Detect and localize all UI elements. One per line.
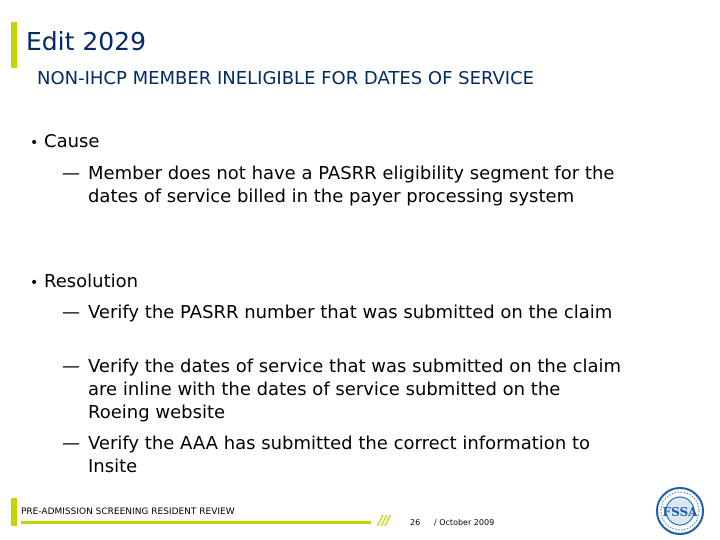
- bullet-cause: [30, 130, 99, 155]
- slide-title: Edit 2029: [26, 27, 146, 56]
- page-number: 26: [410, 518, 421, 527]
- bullet-dot-icon: •: [30, 275, 39, 291]
- resolution-item-3-text: Verify the AAA has submitted the correct information to Insite: [88, 433, 591, 477]
- footer-date: / October 2009: [434, 518, 495, 527]
- resolution-item-1: [62, 301, 622, 324]
- bullet-cause-label: Cause: [44, 131, 100, 152]
- fssa-seal-logo-icon: [655, 486, 705, 536]
- bullet-resolution-label: Resolution: [44, 271, 139, 292]
- footer-slashes: ///: [378, 514, 390, 529]
- footer-program-name: PRE-ADMISSION SCREENING RESIDENT REVIEW: [21, 507, 235, 517]
- resolution-item-1-text: Verify the PASRR number that was submitted on the claim: [88, 302, 613, 323]
- resolution-item-2: [62, 355, 622, 424]
- dash-icon: —: [62, 163, 80, 184]
- slide-subtitle: NON-IHCP MEMBER INELIGIBLE FOR DATES OF SERVICE: [37, 68, 535, 89]
- cause-item-1: [62, 162, 622, 208]
- cause-item-1-text: Member does not have a PASRR eligibility segment for the dates of service billed in the payer processing system: [88, 163, 615, 207]
- footer-accent-bar: [11, 498, 17, 526]
- bullet-dot-icon: •: [30, 135, 39, 151]
- dash-icon: —: [62, 302, 80, 323]
- bullet-resolution: [30, 270, 138, 295]
- dash-icon: —: [62, 356, 80, 377]
- resolution-item-2-text: Verify the dates of service that was submitted on the claim are inline with the dates of service submitted on the Roeing website: [88, 356, 622, 423]
- footer-rule: [21, 521, 371, 524]
- title-accent-bar: [11, 22, 17, 68]
- resolution-item-3: [62, 432, 622, 478]
- svg-text:FSSA: FSSA: [662, 505, 698, 519]
- dash-icon: —: [62, 433, 80, 454]
